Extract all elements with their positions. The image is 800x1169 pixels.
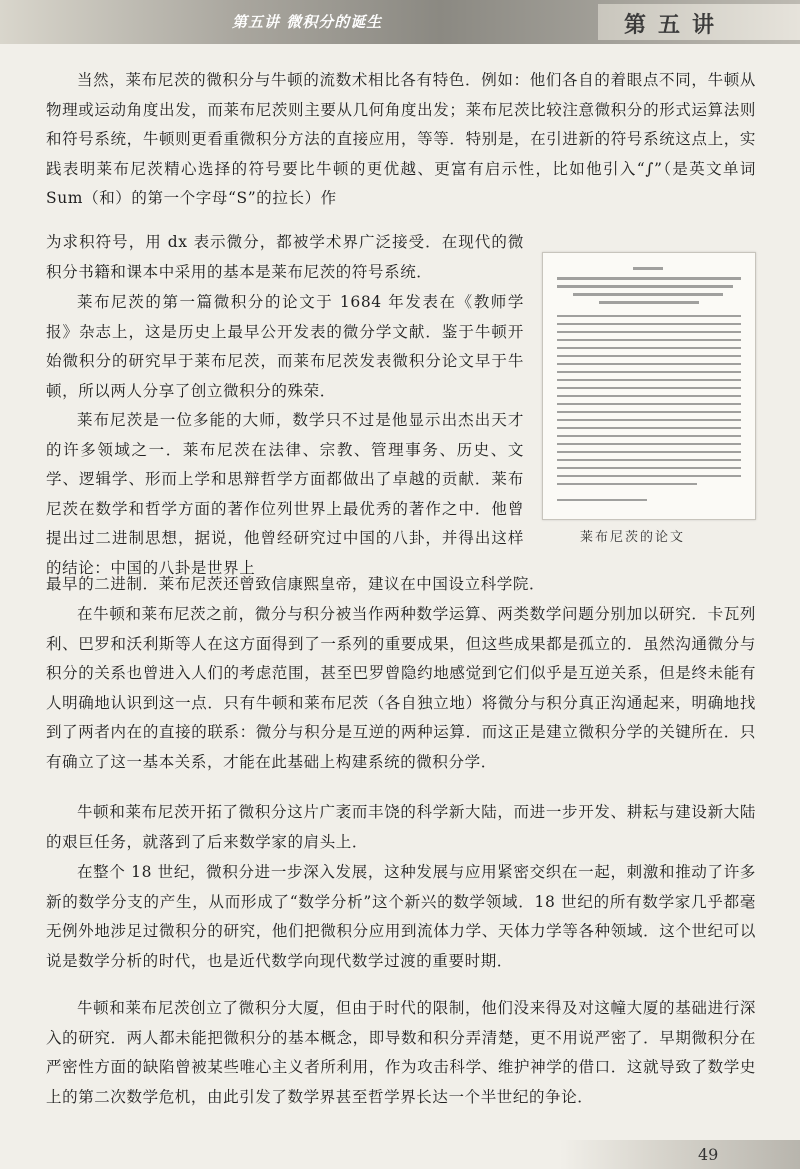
- paragraph-2: 莱布尼茨的第一篇微积分的论文于 1684 年发表在《教师学报》杂志上，这是历史上最早公开发表的微分学文献．鉴于牛顿开始微积分的研究早于莱布尼茨，而莱布尼茨发表微积分论文早于牛顿，所以两人分享了创立微积分的殊荣．: [46, 293, 524, 400]
- paper-text-line: [557, 379, 741, 381]
- paper-title-line: [599, 301, 699, 304]
- paper-text-line: [557, 467, 741, 469]
- paragraph-1: 当然，莱布尼茨的微积分与牛顿的流数术相比各有特色．例如：他们各自的着眼点不同，牛顿从物理或运动角度出发，而莱布尼茨则主要从几何角度出发；莱布尼茨比较注意微积分的形式运算法则和符号系统，牛顿则更看重微积分方法的直接应用，等等．特别是，在引进新的符号系统这点上，实践表明莱布尼茨精心选择的符号要比牛顿的更优越、更富有启示性，比如他引入“∫”（是英文单词 Sum（和）的第一个字母“S”的拉长）作: [46, 71, 756, 207]
- paragraph-7: 牛顿和莱布尼茨创立了微积分大厦，但由于时代的限制，他们没来得及对这幢大厦的基础进行深入的研究．两人都未能把微积分的基本概念，即导数和积分弄清楚，更不用说严密了．早期微积分在严密性方面的缺陷曾被某些唯心主义者所利用，作为攻击科学、维护神学的借口．这就导致了数学史上的第二次数学危机，由此引发了数学界甚至哲学界长达一个半世纪的争论．: [46, 999, 756, 1106]
- paper-footnote-line: [557, 499, 647, 501]
- chapter-mark: [598, 4, 800, 40]
- header-title: 第五讲 微积分的诞生: [232, 13, 383, 31]
- paper-text-line: [557, 443, 741, 445]
- paper-text-line: [557, 483, 697, 485]
- page-number: 49: [698, 1145, 719, 1164]
- chapter-mark-label: 第五讲: [624, 12, 727, 38]
- paper-text-line: [557, 451, 741, 453]
- paper-title-line: [573, 293, 723, 296]
- figure-caption: 莱布尼茨的论文: [580, 530, 686, 545]
- paper-text-line: [557, 355, 741, 357]
- paper-text-line: [557, 387, 741, 389]
- paper-text-line: [557, 459, 741, 461]
- paper-heading-mark: [633, 267, 663, 270]
- paper-text-line: [557, 347, 741, 349]
- paper-text-line: [557, 363, 741, 365]
- paper-title-line: [557, 277, 741, 280]
- paper-text-line: [557, 315, 741, 317]
- paragraph-3-continued: 最早的二进制．莱布尼茨还曾致信康熙皇帝，建议在中国设立科学院．: [46, 575, 546, 593]
- paper-text-line: [557, 419, 741, 421]
- paper-title-line: [557, 285, 733, 288]
- paper-text-line: [557, 475, 741, 477]
- paragraph-3: 莱布尼茨是一位多能的大师，数学只不过是他显示出杰出天才的许多领域之一．莱布尼茨在法律、宗教、管理事务、历史、文学、逻辑学、形而上学和思辩哲学方面都做出了卓越的贡献．莱布尼茨在数学和哲学方面的著作位列世界上最优秀的著作之中．他曾提出过二进制思想，据说，他曾经研究过中国的八卦，并得出这样的结论：中国的八卦是世界上: [46, 411, 524, 577]
- paper-text-line: [557, 331, 741, 333]
- footer-bar: [560, 1140, 800, 1169]
- paper-text-line: [557, 411, 741, 413]
- paper-text-line: [557, 427, 741, 429]
- paper-text-line: [557, 403, 741, 405]
- paragraph-6: 在整个 18 世纪，微积分进一步深入发展，这种发展与应用紧密交织在一起，刺激和推动了许多新的数学分支的产生，从而形成了“数学分析”这个新兴的数学领域．18 世纪的所有数学家几乎都毫无例外地涉足过微积分的研究，他们把微积分应用到流体力学、天体力学等各种领域．这个世纪可以说是数学分析的时代，也是近代数学向现代数学过渡的重要时期．: [46, 863, 756, 970]
- paragraph-5: 牛顿和莱布尼茨开拓了微积分这片广袤而丰饶的科学新大陆，而进一步开发、耕耘与建设新大陆的艰巨任务，就落到了后来数学家的肩头上．: [46, 803, 756, 851]
- paper-figure: [542, 252, 756, 520]
- paper-text-line: [557, 323, 741, 325]
- paragraph-1-continued: 为求积符号，用 dx 表示微分，都被学术界广泛接受．在现代的微积分书籍和课本中采用的基本是莱布尼茨的符号系统．: [46, 233, 524, 281]
- paper-text-line: [557, 435, 741, 437]
- paper-text-line: [557, 395, 741, 397]
- paper-text-line: [557, 339, 741, 341]
- paper-text-line: [557, 371, 741, 373]
- paragraph-4: 在牛顿和莱布尼茨之前，微分与积分被当作两种数学运算、两类数学问题分别加以研究．卡瓦列利、巴罗和沃利斯等人在这方面得到了一系列的重要成果，但这些成果都是孤立的．虽然沟通微分与积分的关系也曾进入人们的考虑范围，甚至巴罗曾隐约地感觉到它们似乎是互逆关系，但是终未能有人明确地认识到这一点．只有牛顿和莱布尼茨（各自独立地）将微分与积分真正沟通起来，明确地找到了两者内在的直接的联系：微分与积分是互逆的两种运算．而这正是建立微积分学的关键所在．只有确立了这一基本关系，才能在此基础上构建系统的微积分学．: [46, 605, 756, 771]
- page-header: [0, 0, 800, 44]
